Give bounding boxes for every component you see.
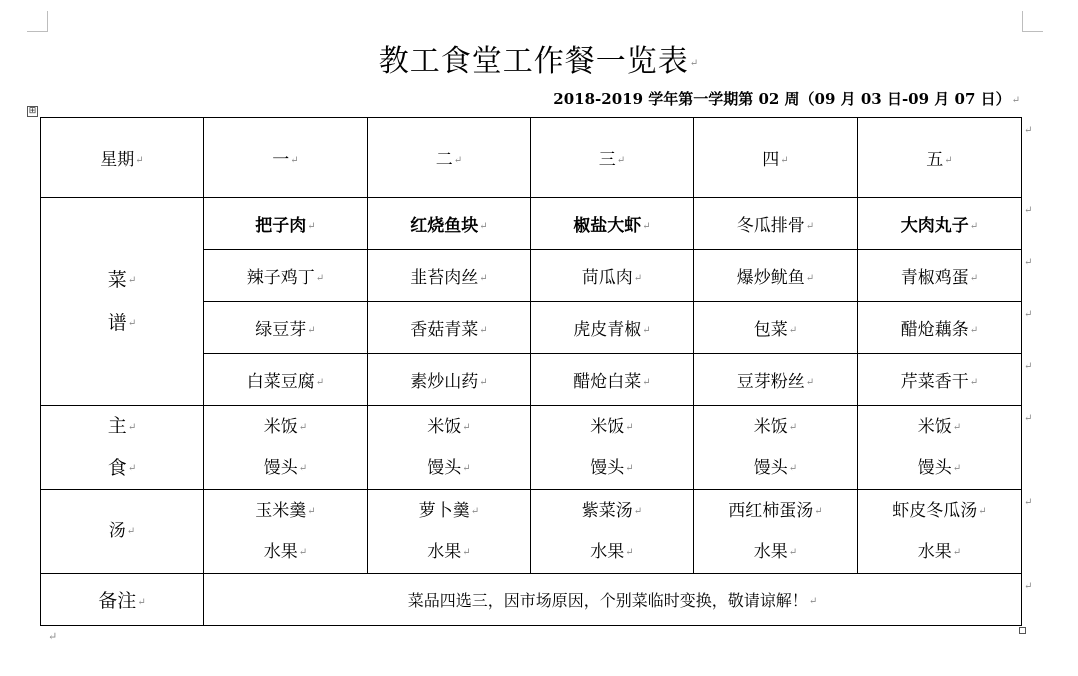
paragraph-mark-icon: ↵ <box>805 273 815 284</box>
paragraph-mark-icon: ↵ <box>805 377 815 388</box>
cell-text: 豆芽粉丝 <box>736 372 805 392</box>
header-cell-day-1[interactable] <box>204 118 368 198</box>
paragraph-mark-icon: ↵ <box>642 377 651 388</box>
paragraph-mark-icon: ↵ <box>137 596 146 608</box>
menu-row-1 <box>41 198 1022 250</box>
row-end-mark-icon: ↵ <box>1024 309 1033 320</box>
staple-cell[interactable] <box>204 406 368 490</box>
staple-section-label[interactable] <box>41 406 204 490</box>
paragraph-mark-icon: ↵ <box>135 155 144 166</box>
paragraph-mark-icon: ↵ <box>642 221 651 232</box>
cell-text: 二 <box>435 150 453 170</box>
cell-text: 水果 <box>263 541 298 562</box>
cell-text: 米饭 <box>917 416 952 437</box>
cell-text: 米饭 <box>427 416 462 437</box>
cell-text: 五 <box>926 150 944 170</box>
cell-text: 把子肉 <box>255 216 307 236</box>
document-title-text: 教工食堂工作餐一览表 <box>378 44 689 79</box>
menu-cell[interactable] <box>858 302 1022 354</box>
paragraph-mark-icon: ↵ <box>479 377 488 388</box>
paragraph-mark-icon: ↵ <box>315 377 325 388</box>
paragraph-mark-icon: ↵ <box>470 505 480 517</box>
menu-cell[interactable] <box>204 250 368 302</box>
table-header-row <box>41 118 1022 198</box>
paragraph-mark-icon: ↵ <box>48 630 58 643</box>
cell-text: 包菜 <box>753 320 788 340</box>
paragraph-mark-icon: ↵ <box>969 273 979 284</box>
paragraph-mark-icon: ↵ <box>315 273 325 284</box>
cell-text: 食 <box>107 456 127 479</box>
paragraph-mark-icon: ↵ <box>298 421 308 433</box>
cell-text: 苘瓜肉 <box>581 268 633 288</box>
menu-cell[interactable] <box>858 198 1022 250</box>
paragraph-mark-icon: ↵ <box>788 325 798 336</box>
paragraph-mark-icon: ↵ <box>307 221 316 232</box>
paragraph-mark-icon: ↵ <box>479 221 488 232</box>
paragraph-mark-icon: ↵ <box>453 155 463 166</box>
paragraph-mark-icon: ↵ <box>788 462 798 474</box>
cell-text: 菜品四选三，因市场原因，个别菜临时变换，敬请谅解！ <box>407 591 808 610</box>
paragraph-mark-icon: ↵ <box>805 221 815 232</box>
paragraph-mark-icon: ↵ <box>126 525 136 537</box>
row-end-mark-icon: ↵ <box>1024 205 1033 216</box>
row-end-mark-icon: ↵ <box>1024 257 1033 268</box>
cell-text: 紫菜汤 <box>581 500 633 521</box>
paragraph-mark-icon: ↵ <box>616 155 626 166</box>
menu-cell[interactable] <box>531 198 694 250</box>
document-subtitle[interactable] <box>553 88 1020 109</box>
cell-text: 芹菜香干 <box>900 372 969 392</box>
menu-cell[interactable] <box>858 250 1022 302</box>
cell-text: 爆炒鱿鱼 <box>736 268 805 288</box>
soup-cell[interactable] <box>204 490 368 574</box>
cell-text: 一 <box>272 150 290 170</box>
header-cell-day-4[interactable] <box>694 118 858 198</box>
row-end-mark-icon: ↵ <box>1024 497 1033 508</box>
soup-cell[interactable] <box>368 490 531 574</box>
menu-cell[interactable] <box>204 354 368 406</box>
cell-text: 馒头 <box>917 457 952 478</box>
remarks-text-cell[interactable] <box>204 574 1022 626</box>
paragraph-mark-icon: ↵ <box>625 546 634 558</box>
cell-text: 冬瓜排骨 <box>736 216 805 236</box>
cell-text: 红烧鱼块 <box>410 216 479 236</box>
menu-cell[interactable] <box>694 302 858 354</box>
paragraph-mark-icon: ↵ <box>969 325 979 336</box>
paragraph-mark-icon: ↵ <box>462 546 471 558</box>
paragraph-mark-icon: ↵ <box>952 462 962 474</box>
document-title[interactable] <box>0 36 1078 80</box>
soup-cell[interactable] <box>858 490 1022 574</box>
cell-text: 菜 <box>107 268 127 291</box>
paragraph-mark-icon: ↵ <box>307 505 316 517</box>
paragraph-mark-icon: ↵ <box>978 505 987 517</box>
cell-text: 椒盐大虾 <box>573 216 642 236</box>
paragraph-mark-icon: ↵ <box>689 57 700 69</box>
paragraph-mark-icon: ↵ <box>952 421 962 433</box>
row-end-mark-icon: ↵ <box>1024 581 1033 592</box>
header-cell-weekday-label[interactable] <box>41 118 204 198</box>
menu-cell[interactable] <box>531 354 694 406</box>
menu-cell[interactable] <box>368 354 531 406</box>
paragraph-mark-icon: ↵ <box>944 155 953 166</box>
menu-cell[interactable] <box>204 198 368 250</box>
row-end-mark-icon: ↵ <box>1024 413 1033 424</box>
cell-text: 醋炝白菜 <box>573 372 642 392</box>
table-move-handle-icon[interactable]: ⊞ <box>28 106 37 116</box>
paragraph-mark-icon: ↵ <box>969 377 979 388</box>
page-corner-mark-top-right <box>1022 11 1043 32</box>
cell-text: 虾皮冬瓜汤 <box>892 500 978 521</box>
menu-cell[interactable] <box>694 198 858 250</box>
cell-text: 三 <box>598 150 616 170</box>
paragraph-mark-icon: ↵ <box>127 317 137 329</box>
cell-text: 水果 <box>590 541 625 562</box>
paragraph-mark-icon: ↵ <box>127 274 137 286</box>
paragraph-mark-icon: ↵ <box>462 462 471 474</box>
cell-text: 馒头 <box>590 457 625 478</box>
row-end-mark-icon: ↵ <box>1024 125 1033 136</box>
paragraph-mark-icon: ↵ <box>307 325 316 336</box>
menu-cell[interactable] <box>858 354 1022 406</box>
paragraph-mark-icon: ↵ <box>625 462 634 474</box>
menu-cell[interactable] <box>204 302 368 354</box>
menu-cell[interactable] <box>368 198 531 250</box>
cell-text: 馒头 <box>753 457 788 478</box>
paragraph-mark-icon: ↵ <box>127 421 137 433</box>
soup-section-label[interactable] <box>41 490 204 574</box>
cell-text: 韭苔肉丝 <box>410 268 479 288</box>
menu-cell[interactable] <box>368 250 531 302</box>
paragraph-mark-icon: ↵ <box>814 505 823 517</box>
cell-text: 备注 <box>98 590 137 612</box>
cell-text: 水果 <box>753 541 788 562</box>
staple-row <box>41 406 1022 490</box>
soup-cell[interactable] <box>694 490 858 574</box>
paragraph-mark-icon: ↵ <box>479 273 488 284</box>
cell-text: 西红柿蛋汤 <box>728 500 814 521</box>
cell-text: 米饭 <box>263 416 298 437</box>
soup-row <box>41 490 1022 574</box>
staple-cell[interactable] <box>694 406 858 490</box>
paragraph-mark-icon: ↵ <box>952 546 962 558</box>
cell-text: 米饭 <box>590 416 625 437</box>
paragraph-mark-icon: ↵ <box>788 421 798 433</box>
header-cell-day-5[interactable] <box>858 118 1022 198</box>
header-cell-day-3[interactable] <box>531 118 694 198</box>
paragraph-mark-icon: ↵ <box>969 221 979 232</box>
menu-section-label[interactable] <box>41 198 204 406</box>
cell-text: 玉米羹 <box>255 500 307 521</box>
cell-text: 米饭 <box>753 416 788 437</box>
paragraph-mark-icon: ↵ <box>642 325 651 336</box>
cell-text: 水果 <box>917 541 952 562</box>
cell-text: 水果 <box>427 541 462 562</box>
cell-text: 香菇青菜 <box>410 320 479 340</box>
cell-text: 大肉丸子 <box>900 216 969 236</box>
soup-cell[interactable] <box>531 490 694 574</box>
cell-text: 素炒山药 <box>410 372 479 392</box>
paragraph-mark-icon: ↵ <box>290 155 299 166</box>
paragraph-mark-icon: ↵ <box>788 546 798 558</box>
paragraph-mark-icon: ↵ <box>298 462 308 474</box>
table-resize-handle-icon[interactable] <box>1019 627 1026 634</box>
cell-text: 四 <box>762 150 780 170</box>
staple-cell[interactable] <box>368 406 531 490</box>
paragraph-mark-icon: ↵ <box>780 155 789 166</box>
cell-text: 虎皮青椒 <box>573 320 642 340</box>
paragraph-mark-icon: ↵ <box>298 546 308 558</box>
page-corner-mark-top-left <box>27 11 48 32</box>
cell-text: 绿豆芽 <box>255 320 307 340</box>
cell-text: 汤 <box>108 521 126 542</box>
cell-text: 星期 <box>100 150 135 170</box>
cell-text: 醋炝藕条 <box>900 320 969 340</box>
cell-text: 白菜豆腐 <box>246 372 315 392</box>
paragraph-mark-icon: ↵ <box>127 463 137 474</box>
cell-text: 青椒鸡蛋 <box>900 268 969 288</box>
cell-text: 辣子鸡丁 <box>246 268 315 288</box>
menu-cell[interactable] <box>694 354 858 406</box>
cell-text: 馒头 <box>263 457 298 478</box>
staple-cell[interactable] <box>531 406 694 490</box>
paragraph-mark-icon: ↵ <box>808 596 818 607</box>
paragraph-mark-icon: ↵ <box>625 421 634 433</box>
paragraph-mark-icon: ↵ <box>1011 94 1020 106</box>
remarks-label[interactable] <box>41 574 204 626</box>
menu-cell[interactable] <box>531 250 694 302</box>
cell-text: 主 <box>107 415 127 437</box>
row-end-mark-icon: ↵ <box>1024 361 1033 372</box>
menu-cell[interactable] <box>531 302 694 354</box>
cell-text: 萝卜羹 <box>418 500 470 521</box>
cell-text: 馒头 <box>427 457 462 478</box>
menu-cell[interactable] <box>368 302 531 354</box>
cell-text: 谱 <box>107 311 127 334</box>
paragraph-mark-icon: ↵ <box>462 421 471 433</box>
paragraph-mark-icon: ↵ <box>633 505 643 517</box>
menu-cell[interactable] <box>694 250 858 302</box>
document-subtitle-text: 2018-2019 学年第一学期第 02 周（09 月 03 日-09 月 07 日） <box>553 90 1011 108</box>
menu-table[interactable] <box>40 117 1022 626</box>
remarks-row <box>41 574 1022 626</box>
staple-cell[interactable] <box>858 406 1022 490</box>
paragraph-mark-icon: ↵ <box>633 273 643 284</box>
paragraph-mark-icon: ↵ <box>479 325 488 336</box>
header-cell-day-2[interactable] <box>368 118 531 198</box>
